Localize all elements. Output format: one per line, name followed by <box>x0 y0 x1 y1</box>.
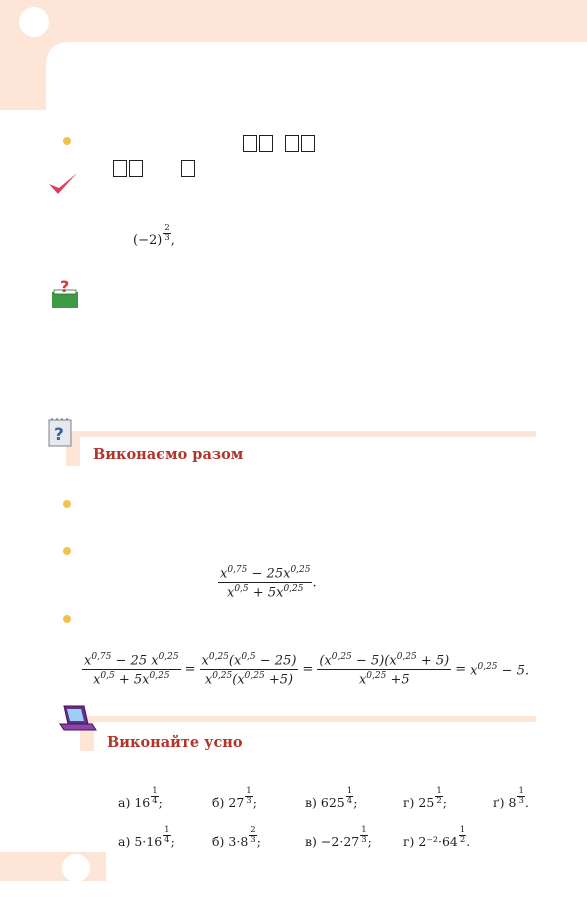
missing-glyph-group <box>243 133 317 152</box>
exercise-item: ґ) 8 $\frac{1}{3}$ . <box>493 786 529 810</box>
exercise-item: а) 16 $\frac{1}{4}$ ; <box>118 786 163 810</box>
svg-text:?: ? <box>60 278 70 296</box>
checkmark-icon <box>46 170 80 198</box>
laptop-icon <box>58 702 98 734</box>
missing-glyph-group <box>113 158 197 177</box>
bullet-dot <box>63 137 71 145</box>
bullet-dot <box>63 500 71 508</box>
problem-fraction: $\frac{x^{0,75} - 25x^{0,25}}{x^{0,5} + 5x^{0,25}}$ . <box>220 565 317 601</box>
exercise-item: г) 25 $\frac{1}{2}$ ; <box>403 786 447 810</box>
notepad-question-icon <box>46 417 76 451</box>
section-heading-oral: Виконайте усно <box>107 734 243 751</box>
exercise-item: б) 3·8 $\frac{2}{3}$ ; <box>212 825 261 849</box>
svg-text:?: ? <box>54 425 64 445</box>
exercise-item: б) 27 $\frac{1}{3}$ ; <box>212 786 257 810</box>
exercise-item: г) 2⁻²·64 $\frac{1}{2}$ . <box>403 825 471 849</box>
page-corner-decoration <box>0 0 587 110</box>
section-heading-together: Виконаємо разом <box>93 446 244 463</box>
solution-equation: $\frac{x^{0,75} - 25 x^{0,25}}{x^{0,5} + 5x^{0,25}}$ = $\frac{x^{0,25}(x^{0,5} - 25)}{x^{0,25}(x^{0,25} +5)}$ = $\frac{(x^{0,25} - 5)(x^{0,25} + 5)}{x^{0,25} +5}$ = $x^{0,25} - 5$. <box>84 652 530 688</box>
exercise-item: в) 625 $\frac{1}{4}$ ; <box>305 786 358 810</box>
bullet-dot <box>63 615 71 623</box>
expression-neg-two-power: (−2) $\frac{2}{3}$ , <box>133 223 175 248</box>
page-bottom-decoration <box>0 852 587 914</box>
question-book-icon <box>48 278 82 310</box>
exercise-item: а) 5·16 $\frac{1}{4}$ ; <box>118 825 175 849</box>
exercise-item: в) −2·27 $\frac{1}{3}$ ; <box>305 825 372 849</box>
bullet-dot <box>63 547 71 555</box>
